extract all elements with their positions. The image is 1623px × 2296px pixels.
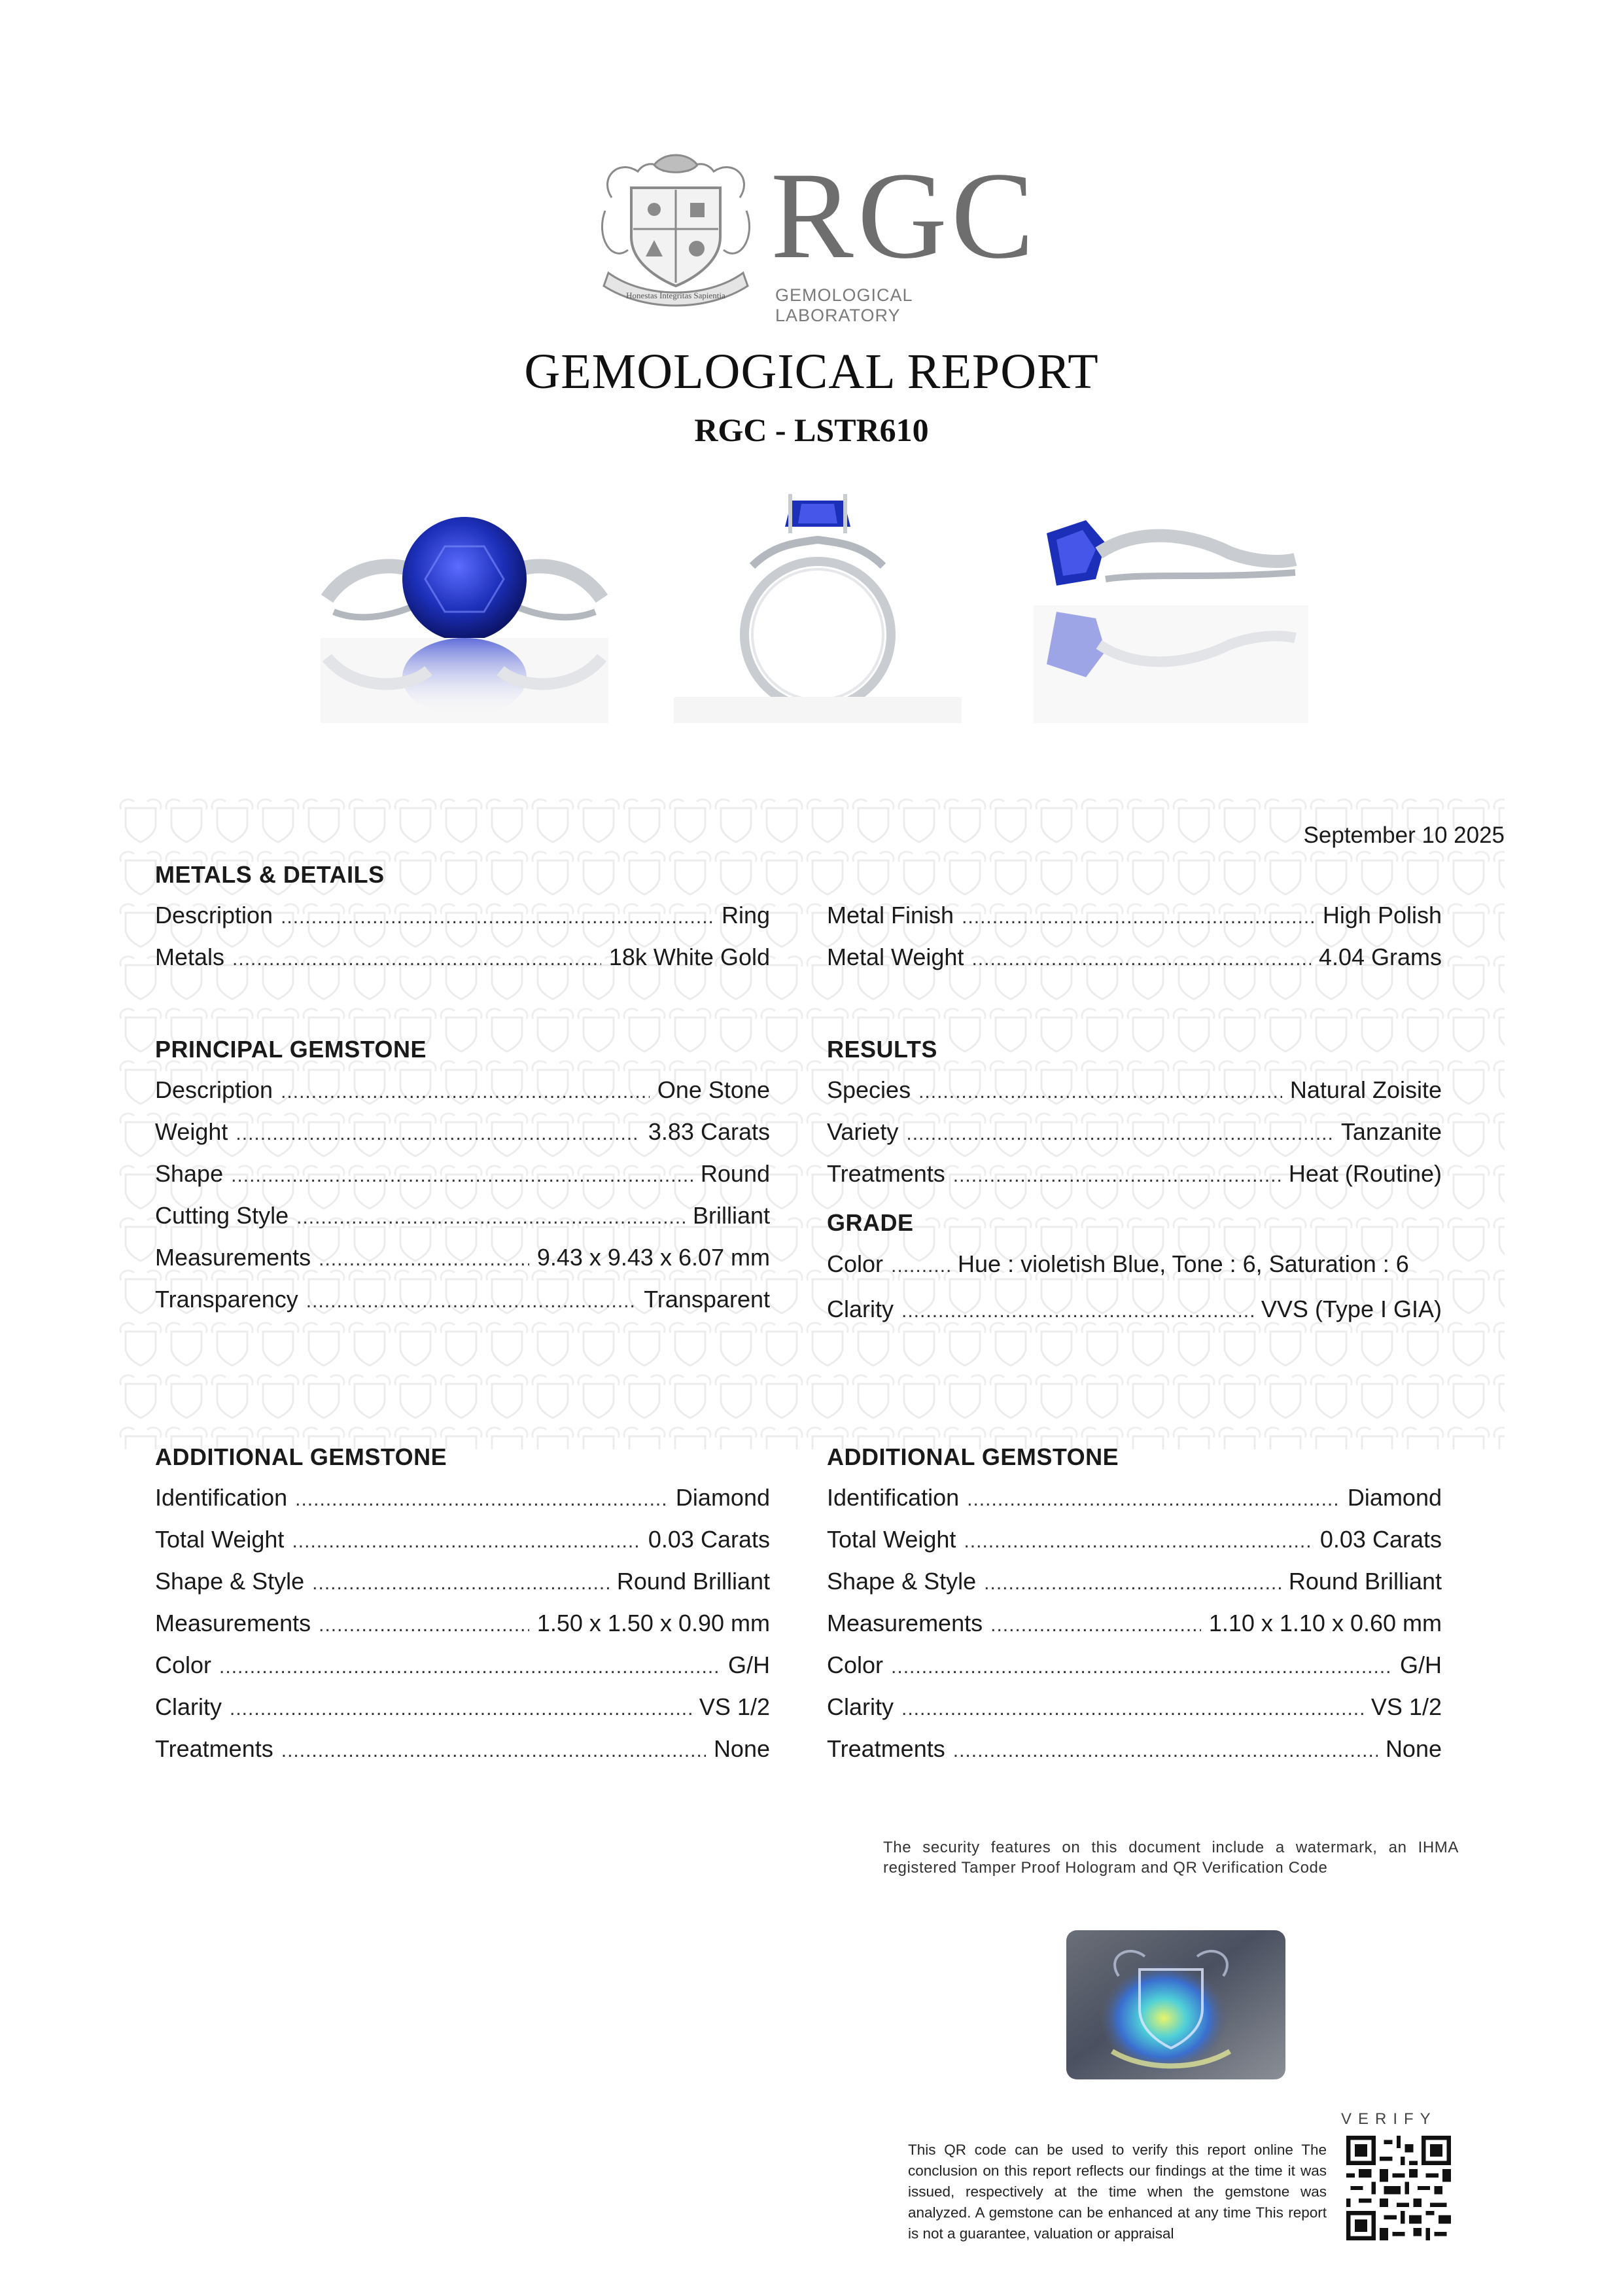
row-value: VS 1/2 bbox=[1370, 1693, 1442, 1720]
row-label: Identification bbox=[827, 1484, 960, 1511]
row-value: None bbox=[713, 1735, 770, 1762]
additional-gemstone-2-heading: ADDITIONAL GEMSTONE bbox=[827, 1443, 1119, 1470]
row-label: Clarity bbox=[155, 1693, 222, 1720]
crest-motto: Honestas Integritas Sapientia bbox=[626, 291, 725, 300]
row-value: Diamond bbox=[1347, 1484, 1442, 1511]
additional-1-row-shape-style bbox=[155, 1568, 770, 1602]
row-label: Clarity bbox=[827, 1296, 894, 1322]
results-row-treatments bbox=[827, 1160, 1442, 1194]
row-value: Tanzanite bbox=[1340, 1118, 1442, 1145]
additional-1-row-color bbox=[155, 1651, 770, 1686]
row-value: Ring bbox=[721, 902, 770, 928]
row-value: Heat (Routine) bbox=[1288, 1160, 1442, 1187]
row-label: Total Weight bbox=[155, 1526, 285, 1553]
additional-1-row-clarity bbox=[155, 1693, 770, 1727]
report-date: September 10 2025 bbox=[1303, 822, 1505, 848]
row-label: Metal Weight bbox=[827, 944, 964, 970]
principal-row-shape bbox=[155, 1160, 770, 1194]
row-value: Brilliant bbox=[692, 1202, 770, 1229]
grade-row-color bbox=[827, 1250, 1442, 1284]
row-label: Transparency bbox=[155, 1286, 298, 1313]
row-value: One Stone bbox=[657, 1076, 770, 1103]
row-label: Total Weight bbox=[827, 1526, 956, 1553]
ring-photo-top-view bbox=[314, 481, 615, 723]
lab-logo-text: RGC bbox=[771, 147, 1038, 285]
row-label: Cutting Style bbox=[155, 1202, 289, 1229]
row-label: Clarity bbox=[827, 1693, 894, 1720]
row-value: G/H bbox=[1399, 1651, 1442, 1678]
metals-row-metals bbox=[155, 944, 770, 978]
principal-row-cutting-style bbox=[155, 1202, 770, 1236]
row-label: Species bbox=[827, 1076, 911, 1103]
metals-row-description bbox=[155, 902, 770, 936]
principal-row-description bbox=[155, 1076, 770, 1110]
row-label: Metal Finish bbox=[827, 902, 954, 928]
row-value: 1.50 x 1.50 x 0.90 mm bbox=[536, 1610, 770, 1636]
additional-2-row-total-weight bbox=[827, 1526, 1442, 1560]
additional-gemstone-1-heading: ADDITIONAL GEMSTONE bbox=[155, 1443, 447, 1470]
row-label: Treatments bbox=[155, 1735, 273, 1762]
row-label: Color bbox=[155, 1651, 212, 1678]
row-label: Shape bbox=[155, 1160, 224, 1187]
lab-logo-subtitle: GEMOLOGICAL LABORATORY bbox=[775, 285, 913, 325]
results-heading: RESULTS bbox=[827, 1036, 937, 1063]
row-label: Measurements bbox=[155, 1610, 311, 1636]
row-label: Color bbox=[827, 1651, 884, 1678]
additional-1-row-treatments bbox=[155, 1735, 770, 1769]
row-label: Metals bbox=[155, 944, 225, 970]
metals-details-heading: METALS & DETAILS bbox=[155, 861, 385, 888]
row-value: 18k White Gold bbox=[608, 944, 770, 970]
ring-photo-side-view bbox=[1034, 481, 1308, 723]
row-label: Description bbox=[155, 902, 273, 928]
principal-row-measurements bbox=[155, 1244, 770, 1278]
results-row-species bbox=[827, 1076, 1442, 1110]
ring-photo-front-view bbox=[674, 481, 962, 723]
principal-row-weight bbox=[155, 1118, 770, 1152]
row-label: Color bbox=[827, 1250, 884, 1277]
row-value: VVS (Type I GIA) bbox=[1261, 1296, 1442, 1322]
row-label: Description bbox=[155, 1076, 273, 1103]
principal-row-transparency bbox=[155, 1286, 770, 1320]
additional-1-row-measurements bbox=[155, 1610, 770, 1644]
row-label: Measurements bbox=[155, 1244, 311, 1271]
report-title: GEMOLOGICAL REPORT bbox=[524, 344, 1099, 399]
row-value: 4.04 Grams bbox=[1318, 944, 1442, 970]
row-value: Diamond bbox=[675, 1484, 770, 1511]
row-value: None bbox=[1385, 1735, 1442, 1762]
metals-row-finish bbox=[827, 902, 1442, 936]
row-label: Shape & Style bbox=[155, 1568, 305, 1595]
additional-2-row-clarity bbox=[827, 1693, 1442, 1727]
row-value: Round bbox=[700, 1160, 770, 1187]
metals-row-weight bbox=[827, 944, 1442, 978]
row-label: Shape & Style bbox=[827, 1568, 977, 1595]
report-number: RGC - LSTR610 bbox=[694, 412, 929, 448]
additional-2-row-color bbox=[827, 1651, 1442, 1686]
qr-verification-note: This QR code can be used to verify this report online The conclusion on this report reflects our findings at the time it was issued, respectively at the time when the gemstone was analyzed. A gemstone can be enhanced at any time This report is not a guarantee, valuation or appraisal bbox=[908, 2142, 1327, 2242]
security-features-note: The security features on this document include a watermark, an IHMA registered Tamper Proof Hologram and QR Verification Code bbox=[883, 1839, 1459, 1877]
row-value: 1.10 x 1.10 x 0.60 mm bbox=[1208, 1610, 1442, 1636]
results-row-variety bbox=[827, 1118, 1442, 1152]
additional-2-row-identification bbox=[827, 1484, 1442, 1518]
qr-code-icon[interactable] bbox=[1346, 2136, 1451, 2240]
row-value: G/H bbox=[727, 1651, 770, 1678]
row-value: Hue : violetish Blue, Tone : 6, Saturation : 6 bbox=[958, 1250, 1409, 1277]
additional-2-row-shape-style bbox=[827, 1568, 1442, 1602]
row-label: Weight bbox=[155, 1118, 228, 1145]
grade-heading: GRADE bbox=[827, 1209, 914, 1236]
grade-row-clarity bbox=[827, 1296, 1442, 1330]
row-value: 0.03 Carats bbox=[648, 1526, 770, 1553]
additional-1-row-identification bbox=[155, 1484, 770, 1518]
row-label: Measurements bbox=[827, 1610, 983, 1636]
row-value: VS 1/2 bbox=[699, 1693, 770, 1720]
row-label: Identification bbox=[155, 1484, 288, 1511]
principal-gemstone-heading: PRINCIPAL GEMSTONE bbox=[155, 1036, 427, 1063]
hologram-sticker bbox=[1066, 1930, 1285, 2079]
lab-crest-logo bbox=[592, 152, 759, 309]
row-label: Treatments bbox=[827, 1160, 945, 1187]
row-value: Round Brilliant bbox=[1288, 1568, 1442, 1595]
row-value: 9.43 x 9.43 x 6.07 mm bbox=[536, 1244, 770, 1271]
row-value: Natural Zoisite bbox=[1289, 1076, 1442, 1103]
verify-label: VERIFY bbox=[1341, 2110, 1437, 2128]
row-value: Transparent bbox=[644, 1286, 770, 1313]
additional-2-row-treatments bbox=[827, 1735, 1442, 1769]
row-value: 0.03 Carats bbox=[1319, 1526, 1442, 1553]
row-label: Treatments bbox=[827, 1735, 945, 1762]
row-label: Variety bbox=[827, 1118, 899, 1145]
additional-2-row-measurements bbox=[827, 1610, 1442, 1644]
row-value: Round Brilliant bbox=[616, 1568, 770, 1595]
row-value: High Polish bbox=[1322, 902, 1442, 928]
row-value: 3.83 Carats bbox=[648, 1118, 770, 1145]
additional-1-row-total-weight bbox=[155, 1526, 770, 1560]
